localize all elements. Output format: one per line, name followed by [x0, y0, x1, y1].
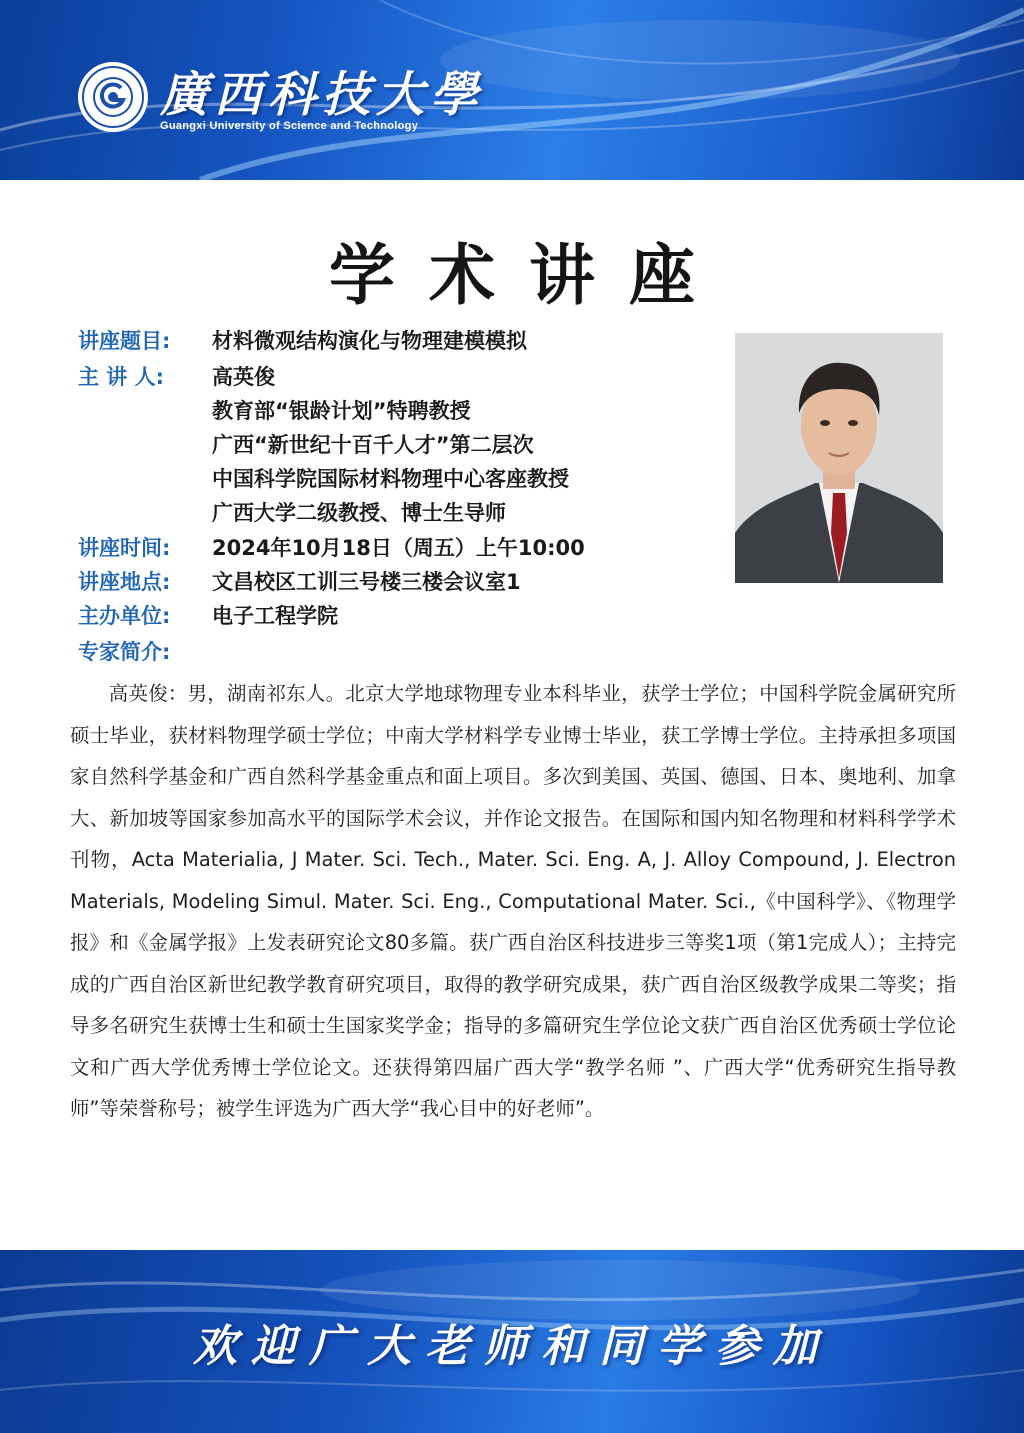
speaker-title: 教育部“银龄计划”特聘教授 — [212, 399, 471, 423]
host-value: 电子工程学院 — [212, 604, 338, 628]
topic-value: 材料微观结构演化与物理建模模拟 — [212, 329, 527, 353]
time-value: 2024年10月18日（周五）上午10:00 — [212, 536, 585, 560]
topic-label: 讲座题目: — [78, 329, 171, 353]
host-label: 主办单位: — [78, 604, 171, 628]
header-wave-decoration — [0, 0, 1024, 180]
speaker-label: 主 讲 人: — [78, 365, 165, 389]
speaker-title: 广西大学二级教授、博士生导师 — [212, 501, 506, 525]
location-label: 讲座地点: — [78, 570, 171, 594]
speaker-photo — [735, 333, 943, 583]
speaker-title: 中国科学院国际材料物理中心客座教授 — [212, 467, 569, 491]
speaker-name: 高英俊 — [212, 365, 275, 389]
bio-label: 专家简介: — [78, 640, 171, 664]
university-seal-icon — [76, 60, 150, 134]
header-banner — [0, 0, 1024, 180]
location-value: 文昌校区工训三号楼三楼会议室1 — [212, 570, 521, 594]
page-title: 学术讲座 — [329, 236, 729, 314]
time-label: 讲座时间: — [78, 536, 171, 560]
welcome-message: 欢迎广大老师和同学参加 — [193, 1321, 831, 1372]
university-name-en: Guangxi University of Science and Technology — [160, 120, 419, 132]
speaker-bio: 高英俊：男，湖南祁东人。北京大学地球物理专业本科毕业，获学士学位；中国科学院金属研究所硕士毕业，获材料物理学硕士学位；中南大学材料学专业博士毕业，获工学博士学位。主持承担多项国家自然科学基金和广西自然科学基金重点和面上项目。多次到美国、英国、德国、日本、奥地利、加拿大、新加坡等国家参加高水平的国际学术会议，并作论文报告。在国际和国内知名物理和材料科学学术刊物，Acta Materialia, J Mater. Sci. Tech., Mater. Sci. Eng. A, J. Alloy Compound, J. Electron Materials, Modeling Simul. Mater. Sci. Eng., Computational Mater. Sci.,《中国科学》、《物理学报》和《金属学报》上发表研究论文80多篇。获广西自治区科技进步三等奖1项（第1完成人）；主持完成的广西自治区新世纪教学教育研究项目，取得的教学研究成果，获广西自治区级教学成果二等奖；指导多名研究生获博士生和硕士生国家奖学金；指导的多篇研究生学位论文获广西自治区优秀硕士学位论文和广西大学优秀博士学位论文。还获得第四届广西大学“教学名师 ”、广西大学“优秀研究生指导教师”等荣誉称号；被学生评选为广西大学“我心目中的好老师”。 — [70, 682, 956, 1120]
university-name: 廣西科技大學 — [160, 67, 485, 123]
speaker-title: 广西“新世纪十百千人才”第二层次 — [212, 433, 534, 457]
